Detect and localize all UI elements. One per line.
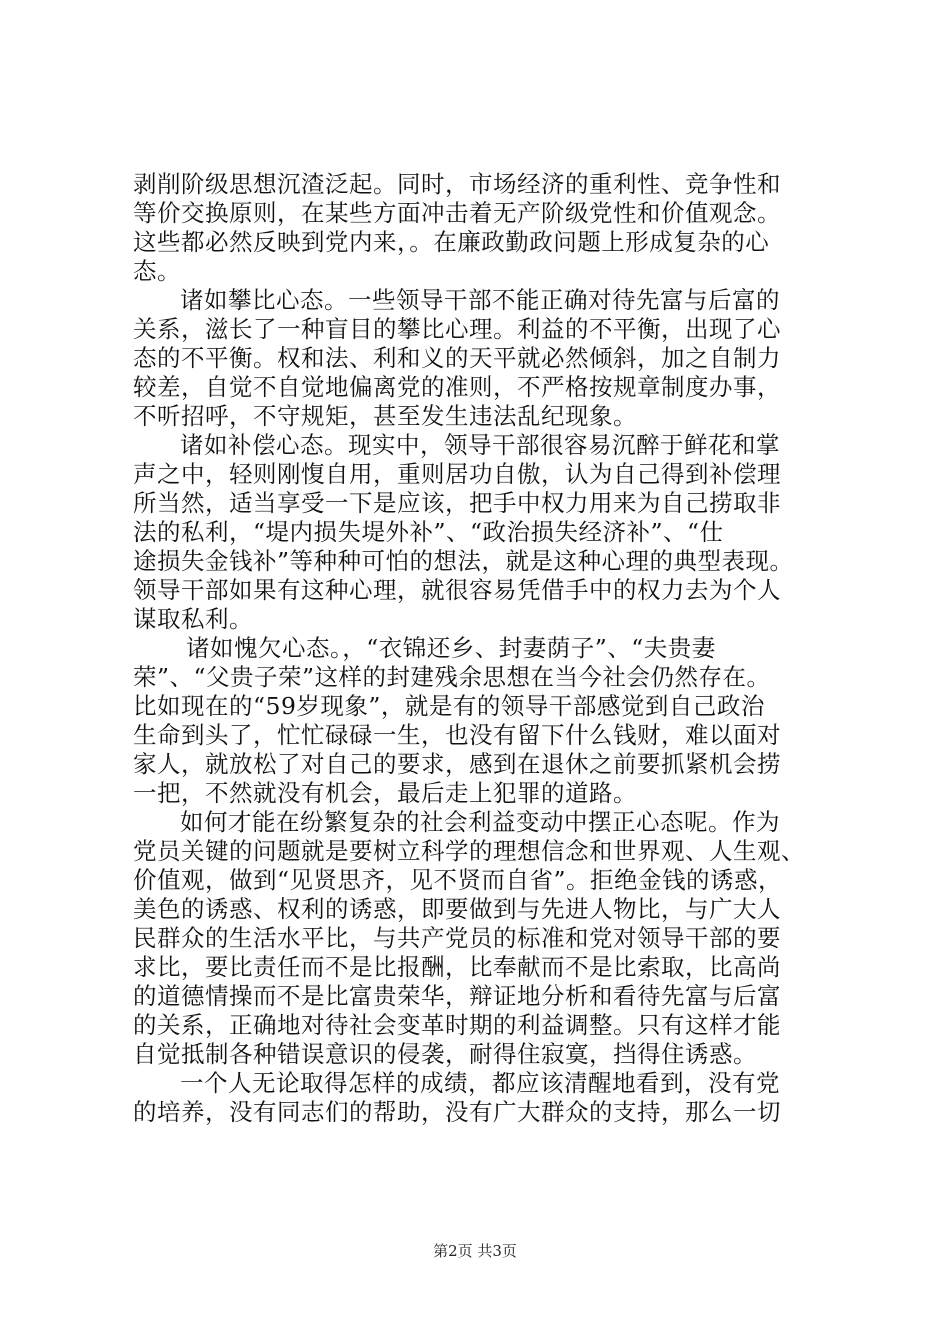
text-line: 美色的诱惑、权利的诱惑，即要做到与先进人物比，与广大人 bbox=[133, 895, 781, 923]
text-line: 这些都必然反映到党内来，。在廉政勤政问题上形成复杂的心 bbox=[133, 228, 770, 256]
paragraph-start-line: 诸如攀比心态。一些领导干部不能正确对待先富与后富的 bbox=[180, 286, 780, 314]
text-line: 价值观，做到“见贤思齐，见不贤而自省”。拒绝金钱的诱惑， bbox=[133, 866, 783, 894]
text-line: 的道德情操而不是比富贵荣华，辩证地分析和看待先富与后富 bbox=[133, 982, 781, 1010]
text-line: 声之中，轻则刚愎自用，重则居功自傲，认为自己得到补偿理 bbox=[133, 460, 781, 488]
text-line: 态的不平衡。权和法、利和义的天平就必然倾斜，加之自制力 bbox=[133, 344, 781, 372]
text-line: 领导干部如果有这种心理，就很容易凭借手中的权力去为个人 bbox=[133, 576, 781, 604]
text-line: 法的私利，“堤内损失堤外补”、“政治损失经济补”、“仕 bbox=[133, 518, 724, 546]
paragraph-start-line: 诸如愧欠心态。，“衣锦还乡、封妻荫子”、“夫贵妻 bbox=[186, 634, 716, 662]
text-line: 生命到头了，忙忙碌碌一生，也没有留下什么钱财，难以面对 bbox=[133, 721, 781, 749]
text-line: 荣”、“父贵子荣”这样的封建残余思想在当今社会仍然存在。 bbox=[133, 663, 771, 691]
paragraph-start-line: 如何才能在纷繁复杂的社会利益变动中摆正心态呢。作为 bbox=[180, 808, 780, 836]
text-line: 态。 bbox=[133, 257, 181, 285]
text-line: 自觉抵制各种错误意识的侵袭，耐得住寂寞，挡得住诱惑。 bbox=[133, 1040, 757, 1068]
page-number-footer: 第2页 共3页 bbox=[433, 1242, 517, 1260]
text-line: 所当然，适当享受一下是应该，把手中权力用来为自己捞取非 bbox=[133, 489, 781, 517]
text-line: 等价交换原则，在某些方面冲击着无产阶级党性和价值观念。 bbox=[133, 199, 781, 227]
text-line: 求比，要比责任而不是比报酬，比奉献而不是比索取，比高尚 bbox=[133, 953, 781, 981]
text-line: 途损失金钱补”等种种可怕的想法，就是这种心理的典型表现。 bbox=[133, 547, 794, 575]
text-line: 的关系，正确地对待社会变革时期的利益调整。只有这样才能 bbox=[133, 1011, 781, 1039]
text-line: 党员关键的问题就是要树立科学的理想信念和世界观、人生观、 bbox=[133, 837, 805, 865]
text-line: 家人，就放松了对自己的要求，感到在退休之前要抓紧机会捞 bbox=[133, 750, 781, 778]
text-line: 谋取私利。 bbox=[133, 605, 253, 633]
text-line: 不听招呼，不守规矩，甚至发生违法乱纪现象。 bbox=[133, 402, 637, 430]
text-line: 一把，不然就没有机会，最后走上犯罪的道路。 bbox=[133, 779, 637, 807]
paragraph-start-line: 诸如补偿心态。现实中，领导干部很容易沉醉于鲜花和掌 bbox=[180, 431, 780, 459]
text-line: 民群众的生活水平比，与共产党员的标准和党对领导干部的要 bbox=[133, 924, 781, 952]
text-line: 剥削阶级思想沉渣泛起。同时，市场经济的重利性、竞争性和 bbox=[133, 170, 781, 198]
text-line: 比如现在的“59岁现象”，就是有的领导干部感觉到自己政治 bbox=[133, 692, 765, 720]
text-line: 较差，自觉不自觉地偏离党的准则，不严格按规章制度办事， bbox=[133, 373, 781, 401]
body-text bbox=[133, 170, 833, 1127]
paragraph-start-line: 一个人无论取得怎样的成绩，都应该清醒地看到，没有党 bbox=[180, 1069, 780, 1097]
text-line: 的培养，没有同志们的帮助，没有广大群众的支持，那么一切 bbox=[133, 1098, 781, 1126]
text-line: 关系，滋长了一种盲目的攀比心理。利益的不平衡，出现了心 bbox=[133, 315, 781, 343]
